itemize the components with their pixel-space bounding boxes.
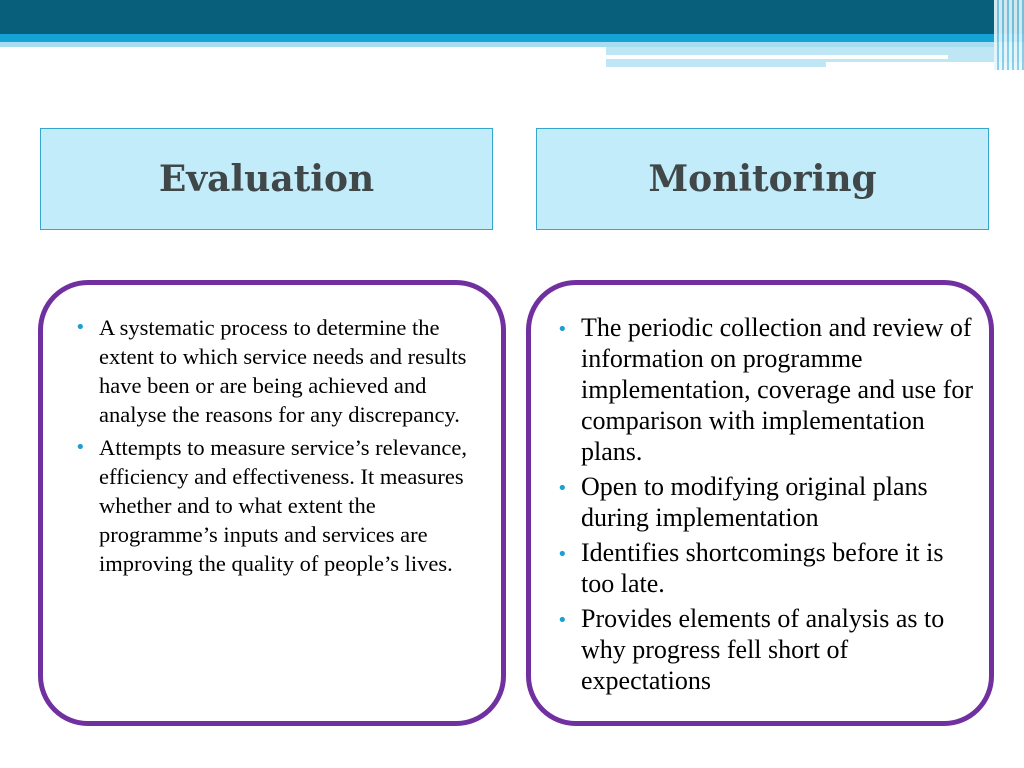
monitoring-bullet-item xyxy=(553,312,978,467)
monitoring-bullet-text: Provides elements of analysis as to why progress fell short of expectations xyxy=(581,604,945,695)
evaluation-header xyxy=(40,128,493,230)
monitoring-header xyxy=(536,128,989,230)
evaluation-bullet-text: A systematic process to determine the extent to which service needs and results have been or are being achieved and analyse the reasons for any discrepancy. xyxy=(99,315,467,427)
monitoring-bullet-item xyxy=(553,537,978,599)
bullet-icon: • xyxy=(557,544,568,565)
bullet-icon: • xyxy=(557,319,568,340)
top-banner-accent-line xyxy=(606,55,948,59)
monitoring-bullet-item xyxy=(553,603,978,696)
monitoring-bullet-text: Identifies shortcomings before it is too late. xyxy=(581,538,944,598)
monitoring-bullet-item xyxy=(553,471,978,533)
top-banner-dark xyxy=(0,0,1024,34)
evaluation-bullet-list xyxy=(71,313,481,582)
monitoring-bullet-list xyxy=(553,312,978,700)
monitoring-bullet-text: Open to modifying original plans during implementation xyxy=(581,472,928,532)
evaluation-content-box xyxy=(38,280,506,726)
evaluation-bullet-item xyxy=(71,313,481,429)
monitoring-content-box xyxy=(526,280,994,726)
bullet-icon: • xyxy=(75,317,86,338)
evaluation-title: Evaluation xyxy=(158,158,375,200)
monitoring-bullet-text: The periodic collection and review of information on programme implementation, coverage and use for comparison with implementation plans. xyxy=(581,313,974,466)
bullet-icon: • xyxy=(75,437,86,458)
top-banner-mid xyxy=(0,34,1024,42)
top-banner-stripes xyxy=(994,0,1024,70)
evaluation-bullet-item xyxy=(71,433,481,578)
bullet-icon: • xyxy=(557,478,568,499)
bullet-icon: • xyxy=(557,610,568,631)
monitoring-title: Monitoring xyxy=(648,158,877,200)
evaluation-bullet-text: Attempts to measure service’s relevance, efficiency and effectiveness. It measures whether and to what extent the programme’s inputs and services are improving the quality of people’s lives. xyxy=(99,435,467,576)
